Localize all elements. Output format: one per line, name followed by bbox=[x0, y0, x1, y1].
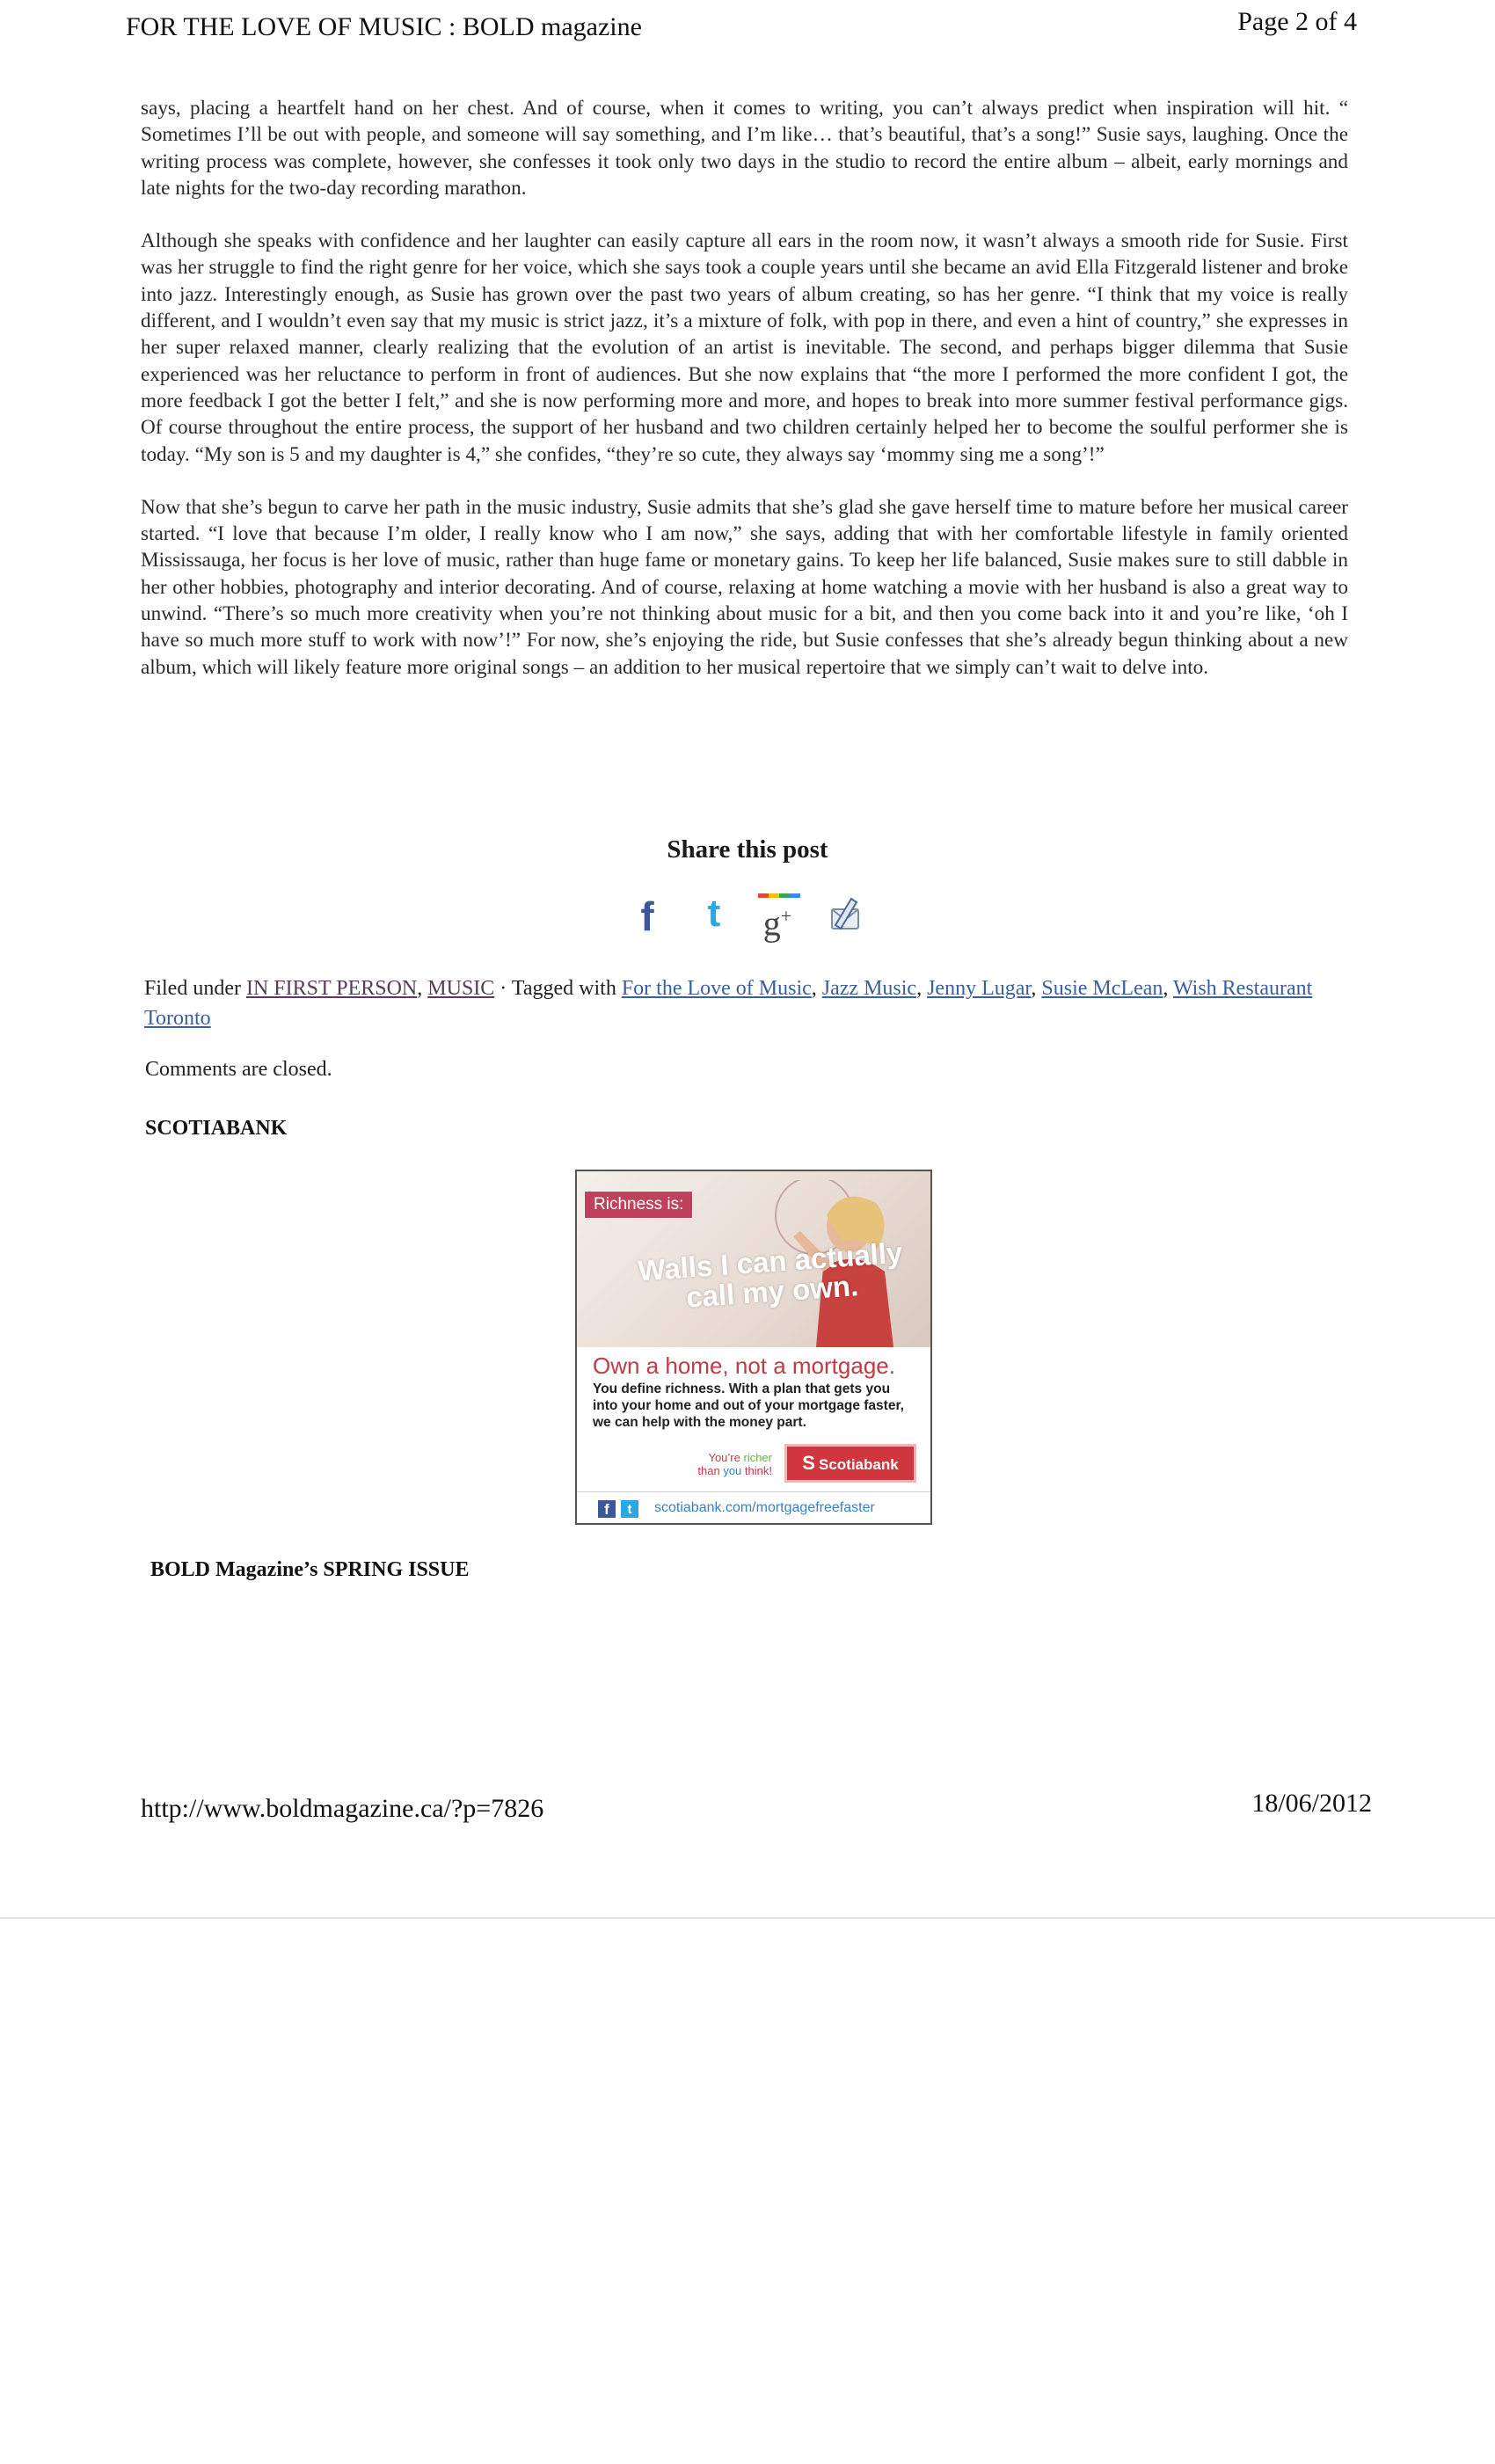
scotiabank-logo-mark: S bbox=[802, 1452, 815, 1474]
google-plus-icon[interactable] bbox=[753, 890, 802, 944]
google-plus-sign: + bbox=[780, 905, 792, 927]
share-icons bbox=[623, 890, 886, 943]
separator-comma: , bbox=[811, 977, 817, 1000]
twitter-glyph: t bbox=[707, 892, 721, 935]
google-plus-glyph: g bbox=[762, 903, 781, 944]
twitter-icon[interactable] bbox=[689, 890, 739, 939]
tagline-word: You’re bbox=[708, 1451, 740, 1464]
comments-closed-note: Comments are closed. bbox=[145, 1058, 332, 1081]
tag-link-for-the-love-of-music[interactable]: For the Love of Music bbox=[621, 977, 812, 1000]
email-icon[interactable] bbox=[820, 890, 869, 939]
spring-issue-heading: BOLD Magazine’s SPRING ISSUE bbox=[150, 1558, 470, 1581]
ad-badge: Richness is: bbox=[584, 1191, 693, 1219]
tagline-word: think! bbox=[744, 1464, 772, 1477]
article-body bbox=[141, 95, 1348, 707]
category-link-in-first-person[interactable]: IN FIRST PERSON bbox=[245, 977, 418, 1000]
ad-photo bbox=[577, 1171, 930, 1347]
tagline-word: you bbox=[723, 1464, 742, 1477]
separator-comma: , bbox=[1031, 977, 1037, 1000]
tag-link-jazz-music[interactable]: Jazz Music bbox=[821, 977, 917, 1000]
article-paragraph: Now that she’s begun to carve her path in the music industry, Susie admits that she’s glad she gave herself time to mature before her musical career started. “I love that because I’m older, I really know who I am now,” she says, adding that with her comfortable lifestyle in family oriented Mississauga, her focus is her love of music, rather than huge fame or monetary gains. To keep her life balanced, Susie makes sure to still dabble in her other hobbies, photography and interior decorating. And of course, relaxing at home watching a movie with her husband is also a great way to unwind. “There’s so much more creativity when you’re not thinking about music for a bit, and then you come back into it and you’re like, ‘oh I have so much more stuff to work with now’!” For now, she’s enjoying the ride, but Susie confesses that she’s already begun thinking about a new album, which will likely feature more original songs – an addition to her musical repertoire that we simply can’t wait to delve into. bbox=[141, 495, 1348, 679]
category-link-music[interactable]: MUSIC bbox=[427, 977, 495, 1000]
tag-link-wish-restaurant-toronto[interactable]: Wish Restaurant Toronto bbox=[144, 977, 1313, 1030]
twitter-icon[interactable]: t bbox=[621, 1500, 638, 1518]
ad-body: You define richness. With a plan that gets you into your home and out of your mortgage faster, we can help with the money part. bbox=[593, 1381, 904, 1430]
blank-scan-area bbox=[0, 1917, 1495, 2464]
tag-link-susie-mclean[interactable]: Susie McLean bbox=[1041, 977, 1163, 1000]
tag-link-jenny-lugar[interactable]: Jenny Lugar bbox=[927, 977, 1032, 1000]
email-icon-graphic bbox=[820, 890, 869, 939]
footer-url: http://www.boldmagazine.ca/?p=7826 bbox=[141, 1794, 544, 1823]
separator-comma: , bbox=[1163, 977, 1169, 1000]
google-color-bar bbox=[758, 893, 800, 898]
filed-under-label: Filed under bbox=[144, 977, 241, 1000]
ad-tagline bbox=[667, 1451, 772, 1477]
separator-comma: , bbox=[417, 977, 423, 1000]
tagline-word: than bbox=[697, 1464, 720, 1477]
tagline-word: richer bbox=[743, 1451, 772, 1464]
ad-footer bbox=[577, 1491, 930, 1524]
article-paragraph: says, placing a heartfelt hand on her chest. And of course, when it comes to writing, you can’t always predict when inspiration will hit. “ Sometimes I’ll be out with people, and someone will say something, and I’m like… that’s beautiful, that’s a song!” Susie says, laughing. Once the writing process was complete, however, she confesses it took only two days in the studio to record the entire album – albeit, early mornings and late nights for the two-day recording marathon. bbox=[141, 97, 1348, 200]
facebook-glyph: f bbox=[640, 893, 654, 939]
article-paragraph: Although she speaks with confidence and her laughter can easily capture all ears in the room now, it wasn’t always a smooth ride for Susie. First was her struggle to find the right genre for her voice, which she says took a couple years until she became an avid Ella Fitzgerald listener and broke into jazz. Interestingly enough, as Susie has grown over the past two years of album creating, so has her genre. “I think that my voice is really different, and I wouldn’t even say that my music is strict jazz, it’s a mixture of folk, with pop in there, and even a hint of country,” she expresses in her super relaxed manner, clearly realizing that the evolution of an artist is inevitable. The second, and perhaps bigger dilemma that Susie experienced was her reluctance to perform in front of audiences. But she now explains that “the more I performed the more confident I got, the more feedback I got the better I felt,” and she is now performing more and more, and hopes to break into more summer festival performance gigs. Of course throughout the entire process, the support of her husband and two children certainly helped her to become the soulful performer she is today. “My son is 5 and my daughter is 4,” she confides, “they’re so cute, they always say ‘mommy sing me a song’!” bbox=[141, 230, 1348, 466]
scotiabank-logo bbox=[784, 1444, 916, 1483]
ad-overlay-text: Walls I can actually call my own. bbox=[637, 1236, 904, 1314]
header-title: FOR THE LOVE OF MUSIC : BOLD magazine bbox=[126, 12, 642, 41]
ad-url[interactable]: scotiabank.com/mortgagefreefaster bbox=[654, 1500, 875, 1515]
ad-headline: Own a home, not a mortgage. bbox=[593, 1352, 895, 1379]
footer-date: 18/06/2012 bbox=[1251, 1789, 1372, 1818]
separator-comma: , bbox=[916, 977, 923, 1000]
header-page-number: Page 2 of 4 bbox=[1237, 7, 1357, 36]
scotiabank-logo-text: Scotiabank bbox=[818, 1456, 899, 1473]
share-heading: Share this post bbox=[667, 835, 828, 864]
facebook-icon[interactable]: f bbox=[598, 1500, 616, 1518]
sponsor-heading: SCOTIABANK bbox=[145, 1117, 288, 1140]
post-meta bbox=[144, 973, 1358, 1033]
facebook-icon[interactable] bbox=[623, 890, 672, 939]
scotiabank-ad[interactable] bbox=[575, 1170, 932, 1525]
tagged-with-label: · Tagged with bbox=[500, 977, 616, 1000]
